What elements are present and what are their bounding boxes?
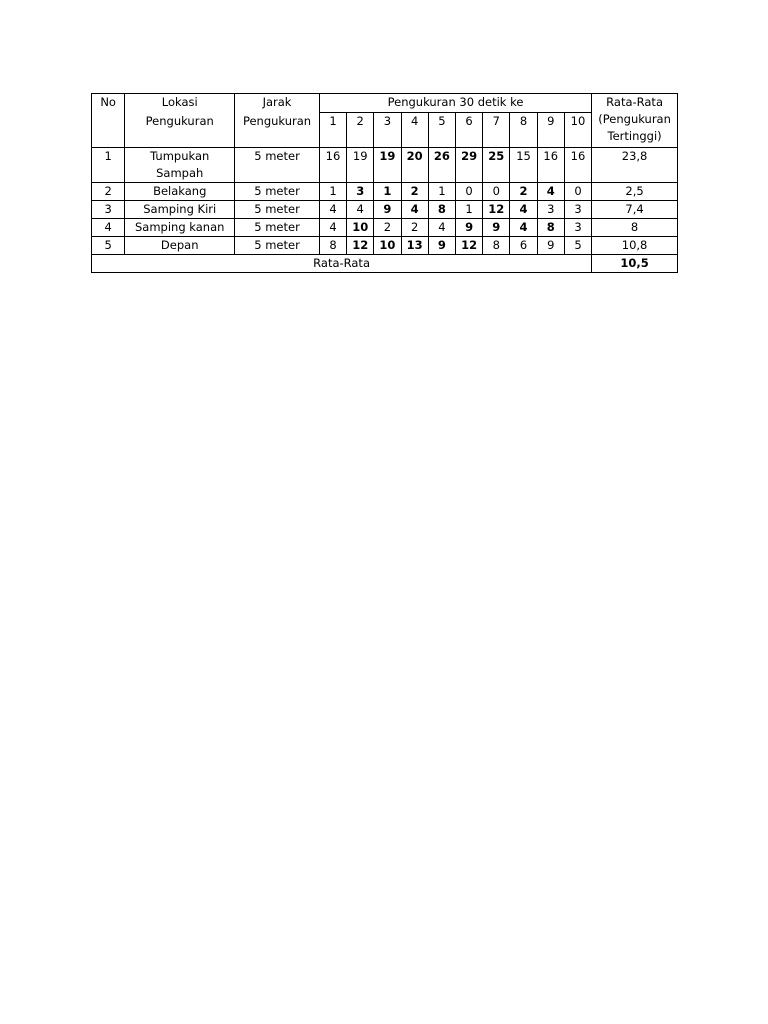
cell-value: 2 <box>401 219 428 237</box>
header-rata <box>592 94 678 148</box>
cell-rata: 2,5 <box>592 183 678 201</box>
cell-value: 12 <box>347 237 374 255</box>
footer-label: Rata-Rata <box>92 255 592 273</box>
cell-lokasi: Samping Kiri <box>125 201 235 219</box>
cell-rata: 8 <box>592 219 678 237</box>
cell-value: 1 <box>374 183 401 201</box>
footer-value: 10,5 <box>592 255 678 273</box>
cell-value: 3 <box>564 219 591 237</box>
cell-value: 19 <box>374 148 401 183</box>
cell-value: 16 <box>537 148 564 183</box>
cell-lokasi: Belakang <box>125 183 235 201</box>
cell-jarak: 5 meter <box>235 148 320 183</box>
cell-value: 9 <box>428 237 455 255</box>
header-rata-line3: Tertinggi) <box>607 129 662 143</box>
cell-value: 0 <box>455 183 482 201</box>
cell-value: 8 <box>319 237 346 255</box>
cell-value: 3 <box>537 201 564 219</box>
table-row <box>92 219 678 237</box>
cell-lokasi: Samping kanan <box>125 219 235 237</box>
header-measure-10: 10 <box>564 113 591 148</box>
cell-value: 4 <box>347 201 374 219</box>
header-lokasi <box>125 94 235 148</box>
cell-value: 8 <box>483 237 510 255</box>
cell-value: 9 <box>455 219 482 237</box>
cell-jarak: 5 meter <box>235 183 320 201</box>
cell-value: 8 <box>428 201 455 219</box>
header-measure-1: 1 <box>319 113 346 148</box>
cell-value: 16 <box>564 148 591 183</box>
cell-value: 3 <box>347 183 374 201</box>
cell-value: 4 <box>319 219 346 237</box>
table-row <box>92 237 678 255</box>
cell-value: 0 <box>483 183 510 201</box>
cell-no: 1 <box>92 148 125 183</box>
header-pengukuran-group: Pengukuran 30 detik ke <box>319 94 591 113</box>
cell-value: 10 <box>347 219 374 237</box>
header-measure-2: 2 <box>347 113 374 148</box>
cell-value: 2 <box>510 183 537 201</box>
header-row <box>92 94 678 113</box>
header-jarak <box>235 94 320 148</box>
header-measure-4: 4 <box>401 113 428 148</box>
cell-no: 3 <box>92 201 125 219</box>
header-lokasi-line1: Lokasi <box>161 95 198 109</box>
header-jarak-line2: Pengukuran <box>242 114 312 128</box>
cell-lokasi-line1: Tumpukan <box>150 149 210 163</box>
cell-value: 6 <box>510 237 537 255</box>
cell-value: 4 <box>428 219 455 237</box>
cell-value: 29 <box>455 148 482 183</box>
header-measure-5: 5 <box>428 113 455 148</box>
header-measure-8: 8 <box>510 113 537 148</box>
cell-value: 4 <box>510 201 537 219</box>
cell-value: 13 <box>401 237 428 255</box>
cell-lokasi: Depan <box>125 237 235 255</box>
cell-value: 8 <box>537 219 564 237</box>
cell-value: 16 <box>319 148 346 183</box>
header-lokasi-line2: Pengukuran <box>145 114 214 128</box>
cell-no: 5 <box>92 237 125 255</box>
cell-lokasi <box>125 148 235 183</box>
cell-jarak: 5 meter <box>235 237 320 255</box>
cell-lokasi-line2: Sampah <box>156 166 204 180</box>
header-measure-6: 6 <box>455 113 482 148</box>
cell-value: 12 <box>455 237 482 255</box>
cell-value: 4 <box>510 219 537 237</box>
cell-value: 15 <box>510 148 537 183</box>
cell-jarak: 5 meter <box>235 219 320 237</box>
cell-value: 10 <box>374 237 401 255</box>
header-jarak-line1: Jarak <box>262 95 292 109</box>
cell-value: 0 <box>564 183 591 201</box>
cell-value: 2 <box>374 219 401 237</box>
cell-value: 19 <box>347 148 374 183</box>
cell-value: 20 <box>401 148 428 183</box>
cell-value: 25 <box>483 148 510 183</box>
cell-value: 9 <box>374 201 401 219</box>
cell-rata: 10,8 <box>592 237 678 255</box>
header-measure-9: 9 <box>537 113 564 148</box>
cell-value: 3 <box>564 201 591 219</box>
cell-value: 26 <box>428 148 455 183</box>
cell-jarak: 5 meter <box>235 201 320 219</box>
cell-value: 9 <box>483 219 510 237</box>
header-measure-7: 7 <box>483 113 510 148</box>
header-measure-3: 3 <box>374 113 401 148</box>
header-rata-line2: (Pengukuran <box>598 112 671 126</box>
cell-value: 1 <box>455 201 482 219</box>
cell-no: 4 <box>92 219 125 237</box>
cell-value: 4 <box>319 201 346 219</box>
cell-value: 5 <box>564 237 591 255</box>
table-row <box>92 183 678 201</box>
cell-value: 1 <box>428 183 455 201</box>
cell-value: 1 <box>319 183 346 201</box>
table-row <box>92 201 678 219</box>
cell-rata: 23,8 <box>592 148 678 183</box>
cell-value: 4 <box>537 183 564 201</box>
cell-value: 2 <box>401 183 428 201</box>
header-rata-line1: Rata-Rata <box>606 95 663 109</box>
cell-rata: 7,4 <box>592 201 678 219</box>
measurement-table <box>91 93 678 273</box>
header-no: No <box>92 94 125 148</box>
footer-row <box>92 255 678 273</box>
cell-value: 12 <box>483 201 510 219</box>
cell-value: 9 <box>537 237 564 255</box>
cell-no: 2 <box>92 183 125 201</box>
table-row <box>92 148 678 183</box>
cell-value: 4 <box>401 201 428 219</box>
